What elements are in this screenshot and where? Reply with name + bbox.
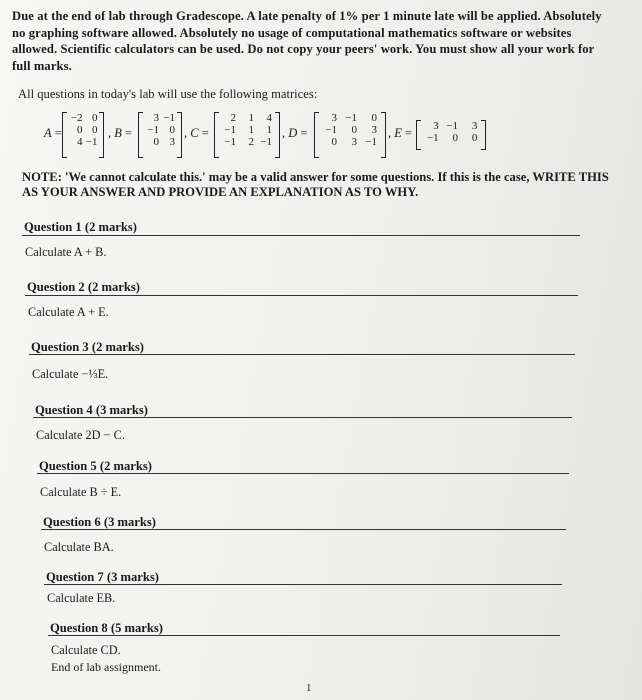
question-1-body: Calculate A + B. <box>25 245 107 259</box>
matrix-c: 2 1 4 −1 1 1 −1 2 −1 <box>214 112 280 158</box>
question-2-title: Question 2 (2 marks) <box>27 280 140 294</box>
question-7-rule <box>44 584 562 585</box>
question-5-body: Calculate B ÷ E. <box>40 485 122 499</box>
question-7-title: Question 7 (3 marks) <box>46 570 159 584</box>
matrix-e: 3 −1 3 −1 0 0 <box>416 120 486 150</box>
question-5-rule <box>37 473 569 474</box>
matrix-definitions <box>36 112 636 162</box>
question-4-body: Calculate 2D − C. <box>36 428 125 442</box>
end-of-assignment: End of lab assignment. <box>51 660 161 674</box>
matrix-d: 3 −1 0 −1 0 3 0 3 −1 <box>314 112 386 158</box>
question-4-rule <box>33 417 572 418</box>
matrix-a: −2 0 0 0 4 −1 <box>62 112 104 158</box>
question-3-body: Calculate −⅓E. <box>32 367 109 381</box>
question-3-rule <box>29 354 575 355</box>
question-6-rule <box>41 529 566 530</box>
matrix-d-label: , D = <box>282 126 308 140</box>
intro-paragraph: Due at the end of lab through Gradescope. A late penalty of 1% per 1 minute late will be applied. Absolutely no graphing software allowed. Absolutely no usage of computational mathematics software or websites allowed. Scientific calculators can be used. Do not copy your peers' work. You must show all your work for full marks. <box>12 9 602 73</box>
matrix-a-label: A = <box>44 126 62 140</box>
question-3-title: Question 3 (2 marks) <box>31 340 144 354</box>
question-6-title: Question 6 (3 marks) <box>43 515 156 529</box>
matrices-intro: All questions in today's lab will use the following matrices: <box>18 87 318 101</box>
question-4-title: Question 4 (3 marks) <box>35 403 148 417</box>
note-paragraph: NOTE: 'We cannot calculate this.' may be a valid answer for some questions. If this is the case, WRITE THIS AS YOUR ANSWER AND PROVIDE AN EXPLANATION AS TO WHY. <box>22 170 609 199</box>
question-2-rule <box>25 295 578 296</box>
question-8-rule <box>48 635 560 636</box>
question-8-body: Calculate CD. <box>51 643 121 657</box>
question-1-title: Question 1 (2 marks) <box>24 220 137 234</box>
matrix-b-label: , B = <box>108 126 133 140</box>
question-6-body: Calculate BA. <box>44 540 114 554</box>
matrix-c-label: , C = <box>184 126 209 140</box>
question-1-rule <box>22 235 580 236</box>
question-8-title: Question 8 (5 marks) <box>50 621 163 635</box>
question-2-body: Calculate A + E. <box>28 305 109 319</box>
question-5-title: Question 5 (2 marks) <box>39 459 152 473</box>
matrix-e-label: , E = <box>388 126 413 140</box>
page-number: 1 <box>306 682 312 694</box>
question-7-body: Calculate EB. <box>47 591 116 605</box>
matrix-b: 3 −1 −1 0 0 3 <box>138 112 182 158</box>
